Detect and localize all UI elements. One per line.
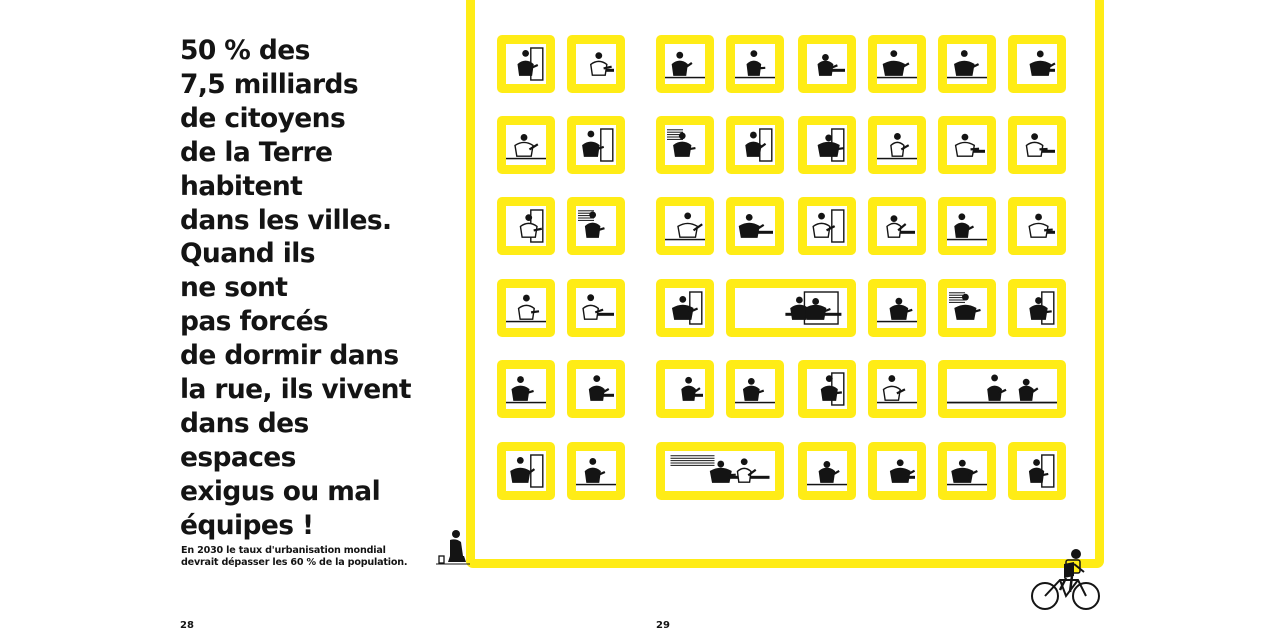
illustration-window	[735, 288, 847, 328]
illustration-window	[877, 451, 917, 491]
illustration-tile	[868, 442, 926, 500]
illustration-window	[877, 206, 917, 246]
illustration-window	[576, 288, 616, 328]
headline-line: pas forcés	[180, 306, 329, 338]
person-at-home-icon	[877, 451, 917, 491]
illustration-tile	[798, 442, 856, 500]
illustration-tile	[497, 442, 555, 500]
person-at-home-icon	[506, 369, 546, 409]
person-at-home-icon	[807, 451, 847, 491]
headline-line: 7,5 milliards	[180, 68, 359, 100]
headline-line: de la Terre	[180, 136, 333, 168]
person-at-home-icon	[877, 44, 917, 84]
illustration-tile	[497, 35, 555, 93]
illustration-window	[735, 206, 775, 246]
illustration-tile	[726, 116, 784, 174]
person-at-home-icon	[735, 206, 775, 246]
illustration-tile	[798, 360, 856, 418]
illustration-window	[506, 288, 546, 328]
illustration-tile	[567, 442, 625, 500]
person-at-home-icon	[1017, 288, 1057, 328]
illustration-window	[665, 44, 705, 84]
person-at-home-icon	[506, 451, 546, 491]
illustration-window	[1017, 451, 1057, 491]
illustration-tile	[938, 279, 996, 337]
illustration-tile	[868, 35, 926, 93]
illustration-window	[947, 125, 987, 165]
illustration-tile	[656, 116, 714, 174]
person-at-home-icon	[506, 125, 546, 165]
headline-line: de citoyens	[180, 102, 346, 134]
illustration-tile	[567, 35, 625, 93]
illustration-tile	[726, 360, 784, 418]
person-at-home-icon	[877, 206, 917, 246]
illustration-window	[877, 125, 917, 165]
headline-line: équipes !	[180, 509, 314, 541]
person-at-home-icon	[665, 451, 775, 491]
illustration-window	[947, 206, 987, 246]
illustration-tile	[497, 279, 555, 337]
illustration-tile	[726, 279, 856, 337]
headline-line: Quand ils	[180, 238, 315, 270]
illustration-tile	[798, 116, 856, 174]
illustration-window	[807, 369, 847, 409]
headline	[180, 34, 450, 543]
illustration-tile	[497, 197, 555, 255]
person-at-home-icon	[576, 44, 616, 84]
headline-line: habitent	[180, 170, 303, 202]
illustration-window	[877, 288, 917, 328]
illustration-window	[506, 44, 546, 84]
illustration-window	[506, 369, 546, 409]
person-at-home-icon	[665, 288, 705, 328]
person-at-home-icon	[735, 288, 847, 328]
person-at-home-icon	[506, 206, 546, 246]
person-at-home-icon	[807, 206, 847, 246]
illustration-tile	[938, 116, 996, 174]
illustration-window	[807, 451, 847, 491]
caption	[181, 545, 411, 569]
illustration-tile	[656, 360, 714, 418]
person-at-home-icon	[1017, 451, 1057, 491]
illustration-window	[807, 125, 847, 165]
illustration-tile	[938, 360, 1066, 418]
person-at-home-icon	[947, 451, 987, 491]
illustration-window	[576, 451, 616, 491]
headline-line: ne sont	[180, 272, 288, 304]
person-sitting-on-ground-icon	[436, 526, 470, 566]
illustration-window	[576, 125, 616, 165]
illustration-tile	[656, 442, 784, 500]
illustration-window	[576, 44, 616, 84]
headline-line: la rue, ils vivent	[180, 374, 411, 406]
person-at-home-icon	[506, 288, 546, 328]
person-at-home-icon	[735, 369, 775, 409]
illustration-window	[947, 288, 987, 328]
illustration-tile	[656, 35, 714, 93]
headline-line: exigus ou mal	[180, 475, 381, 507]
illustration-window	[576, 369, 616, 409]
person-at-home-icon	[665, 125, 705, 165]
page-number-right: 29	[656, 620, 670, 631]
person-at-home-icon	[947, 125, 987, 165]
illustration-window	[665, 206, 705, 246]
illustration-tile	[1008, 442, 1066, 500]
illustration-window	[576, 206, 616, 246]
illustration-window	[506, 206, 546, 246]
person-at-home-icon	[807, 369, 847, 409]
illustration-tile	[868, 197, 926, 255]
person-at-home-icon	[947, 369, 1057, 409]
illustration-window	[1017, 44, 1057, 84]
illustration-tile	[497, 360, 555, 418]
headline-line: espaces	[180, 441, 296, 473]
illustration-window	[735, 44, 775, 84]
illustration-tile	[868, 360, 926, 418]
illustration-tile	[726, 197, 784, 255]
person-at-home-icon	[506, 44, 546, 84]
illustration-tile	[726, 35, 784, 93]
person-at-home-icon	[576, 369, 616, 409]
illustration-tile	[798, 35, 856, 93]
headline-line: de dormir dans	[180, 340, 399, 372]
illustration-window	[807, 44, 847, 84]
illustration-tile	[1008, 116, 1066, 174]
illustration-tile	[868, 116, 926, 174]
page-number-left: 28	[180, 620, 194, 631]
illustration-window	[506, 125, 546, 165]
illustration-window	[1017, 125, 1057, 165]
illustration-tile	[656, 197, 714, 255]
illustration-window	[506, 451, 546, 491]
illustration-window	[807, 206, 847, 246]
illustration-tile	[656, 279, 714, 337]
illustration-tile	[938, 35, 996, 93]
person-at-home-icon	[947, 44, 987, 84]
illustration-window	[665, 125, 705, 165]
person-at-home-icon	[665, 369, 705, 409]
illustration-window	[665, 451, 775, 491]
person-at-home-icon	[877, 369, 917, 409]
illustration-tile	[1008, 197, 1066, 255]
illustration-window	[665, 288, 705, 328]
headline-line: 50 % des	[180, 35, 310, 66]
illustration-window	[735, 125, 775, 165]
illustration-window	[947, 451, 987, 491]
illustration-tile	[938, 197, 996, 255]
illustration-window	[947, 369, 1057, 409]
illustration-window	[877, 369, 917, 409]
person-at-home-icon	[1017, 206, 1057, 246]
headline-line: dans les villes.	[180, 204, 392, 236]
headline-line: dans des	[180, 407, 309, 439]
illustration-tile	[567, 279, 625, 337]
illustration-window	[1017, 206, 1057, 246]
person-at-home-icon	[735, 125, 775, 165]
caption-line: En 2030 le taux d'urbanisation mondial	[181, 545, 386, 556]
illustration-tile	[497, 116, 555, 174]
person-at-home-icon	[947, 288, 987, 328]
person-at-home-icon	[576, 451, 616, 491]
person-at-home-icon	[1017, 125, 1057, 165]
illustration-window	[877, 44, 917, 84]
illustration-window	[947, 44, 987, 84]
cyclist-icon	[1030, 546, 1102, 614]
illustration-tile	[1008, 35, 1066, 93]
person-at-home-icon	[807, 125, 847, 165]
person-at-home-icon	[735, 44, 775, 84]
person-at-home-icon	[576, 288, 616, 328]
person-at-home-icon	[877, 125, 917, 165]
person-at-home-icon	[576, 125, 616, 165]
person-at-home-icon	[1017, 44, 1057, 84]
person-at-home-icon	[807, 44, 847, 84]
illustration-window	[1017, 288, 1057, 328]
person-at-home-icon	[665, 44, 705, 84]
illustration-window	[665, 369, 705, 409]
illustration-tile	[798, 197, 856, 255]
person-at-home-icon	[576, 206, 616, 246]
person-at-home-icon	[665, 206, 705, 246]
illustration-tile	[567, 116, 625, 174]
illustration-tile	[938, 442, 996, 500]
person-at-home-icon	[947, 206, 987, 246]
illustration-window	[735, 369, 775, 409]
illustration-tile	[868, 279, 926, 337]
illustration-tile	[567, 360, 625, 418]
illustration-tile	[567, 197, 625, 255]
caption-line: devrait dépasser les 60 % de la population.	[181, 557, 408, 568]
illustration-tile	[1008, 279, 1066, 337]
person-at-home-icon	[877, 288, 917, 328]
